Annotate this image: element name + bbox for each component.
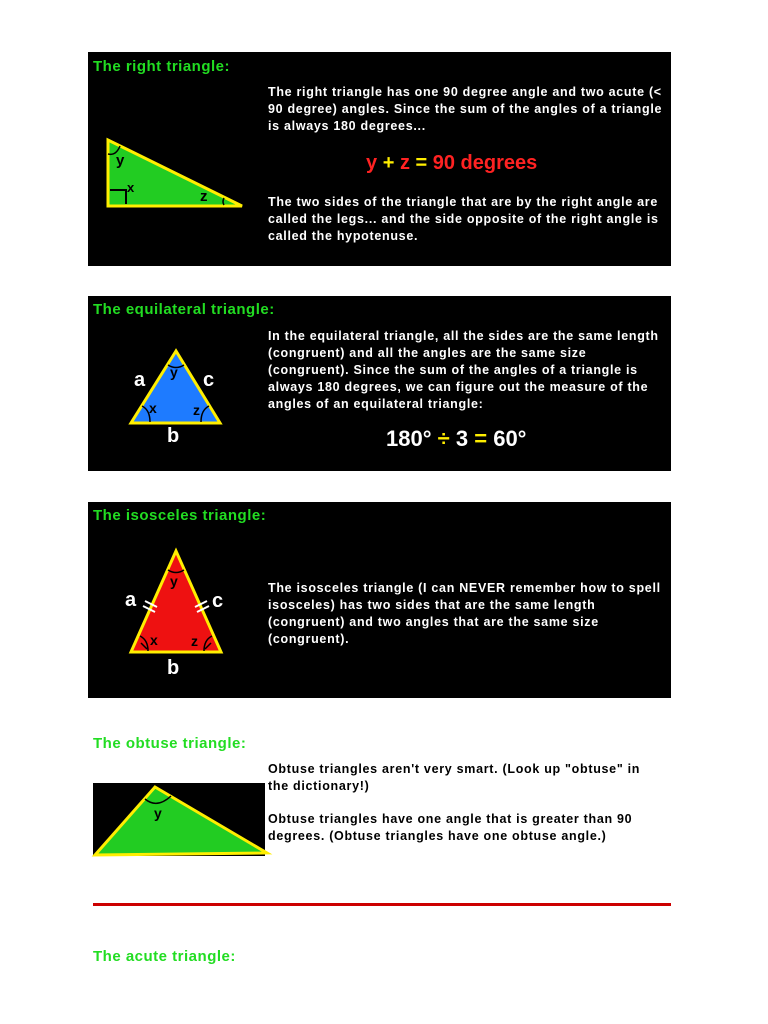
acute-triangle-heading: The acute triangle:: [93, 948, 236, 965]
equilateral-triangle-heading: The equilateral triangle:: [93, 301, 275, 318]
eq-z: z: [399, 152, 410, 174]
eq-plus: +: [382, 152, 395, 174]
isosceles-triangle-heading: The isosceles triangle:: [93, 507, 267, 524]
eq-three: 3: [455, 426, 469, 451]
equilateral-label-c: c: [203, 369, 215, 391]
equilateral-label-z: z: [193, 402, 200, 418]
equilateral-label-x: x: [149, 400, 157, 416]
isosceles-label-a: a: [125, 589, 137, 611]
isosceles-label-x: x: [150, 632, 158, 648]
equilateral-equation: [386, 426, 526, 452]
equilateral-triangle-text: In the equilateral triangle, all the sides are the same length (congruent) and all the angles are the same size (congruent). Since the sum of the angles of a triangle is always 180 degrees, we can figure out the measure of the angles of an equilateral triangle:: [268, 329, 659, 411]
isosceles-label-b: b: [167, 657, 180, 679]
right-label-z: z: [200, 188, 208, 205]
eq-y: y: [366, 152, 378, 174]
isosceles-triangle-text: The isosceles triangle (I can NEVER remember how to spell isosceles) has two sides that are the same length (congruent) and two angles that are the same size (congruent).: [268, 581, 661, 646]
equilateral-label-b: b: [167, 425, 180, 447]
eq-equals-2: =: [474, 426, 488, 451]
obtuse-label-y: y: [154, 805, 162, 821]
right-triangle-heading: The right triangle:: [93, 58, 230, 75]
section-divider: [93, 903, 671, 906]
equilateral-label-y: y: [170, 364, 178, 380]
eq-60: 60°: [493, 426, 527, 451]
isosceles-label-y: y: [170, 573, 178, 589]
equilateral-label-a: a: [134, 369, 146, 391]
obtuse-triangle-text-2: Obtuse triangles have one angle that is greater than 90 degrees. (Obtuse triangles have one obtuse angle.): [268, 812, 633, 843]
right-triangle-outro: The two sides of the triangle that are by the right angle are called the legs... and the side opposite of the right angle is called the hypotenuse.: [268, 195, 659, 243]
obtuse-triangle-heading: The obtuse triangle:: [93, 735, 247, 752]
obtuse-triangle-text-1: Obtuse triangles aren't very smart. (Look up "obtuse" in the dictionary!): [268, 762, 641, 793]
eq-divide: ÷: [437, 426, 450, 451]
isosceles-triangle-diagram: [128, 548, 224, 656]
eq-equals: =: [415, 152, 428, 174]
obtuse-triangle-diagram: [93, 783, 269, 859]
isosceles-label-z: z: [191, 633, 198, 649]
right-triangle-diagram: [100, 132, 250, 212]
right-triangle-intro: The right triangle has one 90 degree angle and two acute (< 90 degree) angles. Since the sum of the angles of a triangle is always 180 degrees...: [268, 85, 663, 133]
eq-180: 180°: [386, 426, 432, 451]
right-triangle-equation: [366, 152, 537, 175]
right-label-y: y: [116, 152, 125, 169]
eq-result: 90 degrees: [432, 152, 538, 174]
right-label-x: x: [127, 180, 135, 195]
isosceles-label-c: c: [212, 590, 224, 612]
